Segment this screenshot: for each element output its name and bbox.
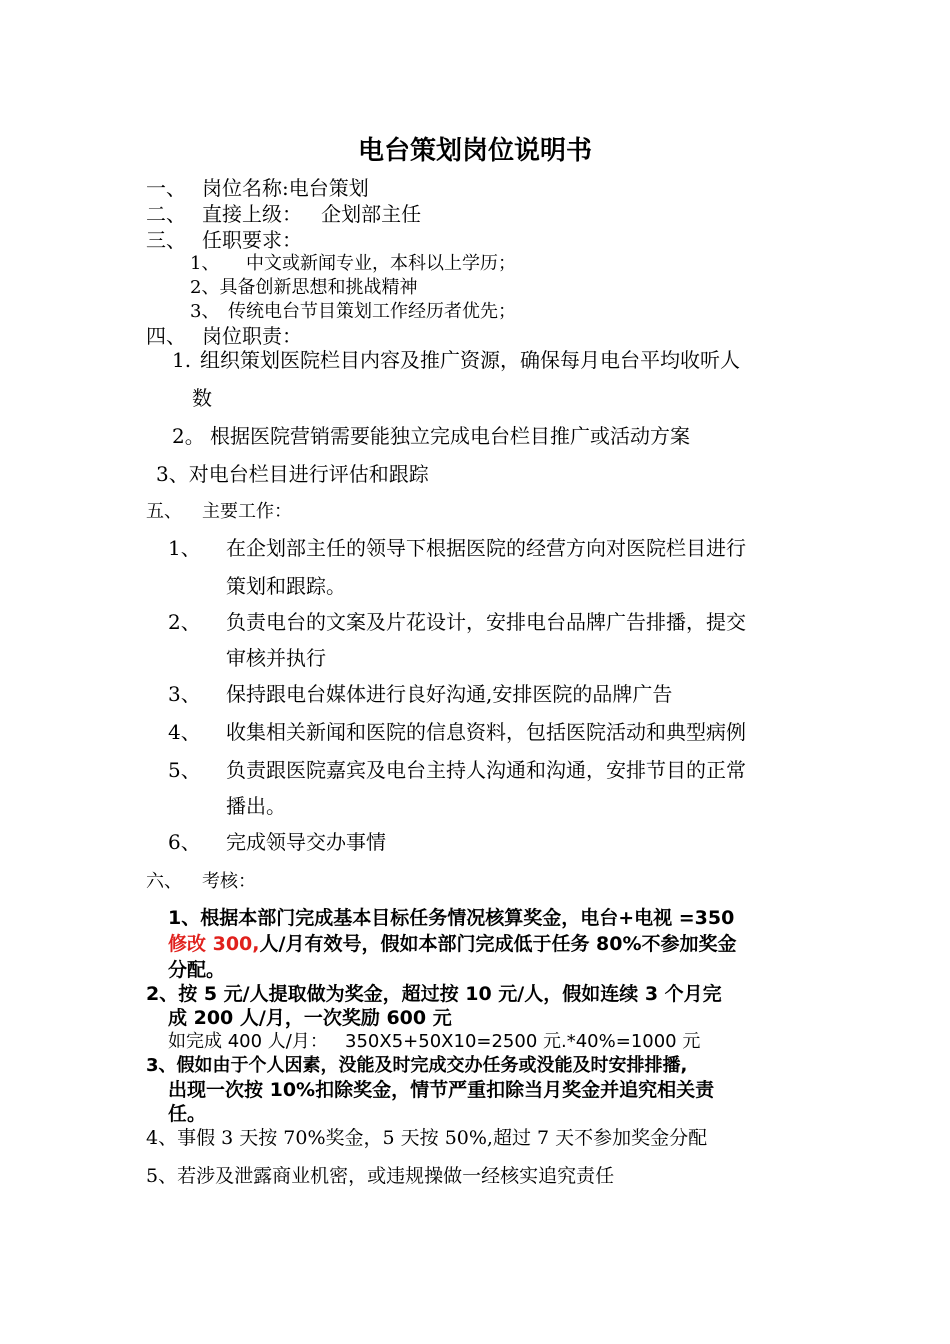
section-number: 一、 [146, 176, 186, 200]
list-item [168, 536, 746, 560]
list-item-text: 收集相关新闻和医院的信息资料，包括医院活动和典型病例 [226, 720, 746, 744]
section-number: 五、 [146, 501, 182, 522]
list-item [172, 424, 690, 448]
assessment-item-3-line-3: 任。 [168, 1103, 207, 1125]
list-item-text: 负责电台的文案及片花设计，安排电台品牌广告排播，提交 [226, 610, 746, 634]
list-item [168, 830, 386, 854]
list-item-text: 完成领导交办事情 [226, 830, 386, 854]
list-item [172, 348, 740, 372]
assessment-item-2-line-3: 如完成 400 人/月： 350X5+50X10=2500 元.*40%=1000 元 [168, 1031, 701, 1052]
list-item-number: 3、 [168, 682, 201, 706]
assessment-item-5: 5、若涉及泄露商业机密，或违规操做一经核实追究责任 [146, 1165, 615, 1187]
page-title: 电台策划岗位说明书 [357, 136, 592, 166]
section-4 [146, 324, 302, 348]
list-item-number: 3、 [156, 462, 189, 486]
assessment-text: 人/月有效号，假如本部门完成低于任务 80%不参加奖金 [259, 933, 737, 955]
list-item [168, 720, 746, 744]
list-item [190, 252, 516, 276]
section-number: 四、 [146, 324, 186, 348]
section-number: 二、 [146, 202, 186, 226]
list-item-text: 保持跟电台媒体进行良好沟通,安排医院的品牌广告 [226, 682, 673, 706]
section-heading: 主要工作： [202, 501, 292, 522]
section-number: 三、 [146, 228, 186, 252]
list-item-text: 在企划部主任的领导下根据医院的经营方向对医院栏目进行 [226, 536, 746, 560]
list-item-text: 中文或新闻专业，本科以上学历； [246, 253, 516, 274]
list-item-continuation: 审核并执行 [226, 646, 326, 670]
list-item-number: 1、 [190, 253, 220, 274]
section-1 [146, 176, 369, 200]
list-item-text: 组织策划医院栏目内容及推广资源，确保每月电台平均收听人 [200, 348, 740, 372]
list-item [168, 758, 746, 782]
section-heading: 任职要求： [202, 228, 302, 252]
list-item-number: 3、 [190, 301, 220, 322]
list-item [156, 462, 429, 486]
revision-note: 修改 300, [168, 933, 260, 955]
list-item-number: 1. [172, 348, 192, 372]
section-heading: 考核： [202, 871, 256, 892]
assessment-item-2-line-2: 成 200 人/月，一次奖励 600 元 [168, 1007, 452, 1029]
list-item-text: 根据医院营销需要能独立完成电台栏目推广或活动方案 [210, 424, 690, 448]
list-item-number: 2。 [172, 424, 205, 448]
list-item [168, 610, 746, 634]
section-number: 六、 [146, 871, 182, 892]
list-item-text: 传统电台节目策划工作经历者优先； [228, 301, 516, 322]
list-item-continuation: 数 [192, 386, 212, 410]
list-item [190, 276, 417, 300]
section-3 [146, 228, 302, 252]
list-item-number: 6、 [168, 830, 201, 854]
section-heading: 直接上级： 企划部主任 [202, 202, 422, 226]
assessment-item-3-line-1: 3、假如由于个人因素，没能及时完成交办任务或没能及时安排排播, [146, 1055, 688, 1076]
section-2 [146, 202, 421, 226]
list-item-number: 2、 [168, 610, 201, 634]
assessment-item-3-line-2: 出现一次按 10%扣除奖金，情节严重扣除当月奖金并追究相关责 [168, 1079, 715, 1101]
section-heading: 岗位职责： [202, 324, 302, 348]
list-item-number: 5、 [168, 758, 201, 782]
list-item-text: 对电台栏目进行评估和跟踪 [188, 462, 429, 486]
section-6 [146, 870, 256, 894]
section-5 [146, 500, 292, 524]
list-item-number: 4、 [168, 720, 201, 744]
list-item-text: 具备创新思想和挑战精神 [219, 277, 418, 298]
assessment-item-4: 4、事假 3 天按 70%奖金，5 天按 50%,超过 7 天不参加奖金分配 [146, 1127, 708, 1149]
list-item-continuation: 播出。 [226, 794, 286, 818]
assessment-item-1-line-3: 分配。 [168, 959, 226, 981]
list-item-text: 负责跟医院嘉宾及电台主持人沟通和沟通，安排节目的正常 [226, 758, 746, 782]
assessment-item-1-line-2 [168, 932, 737, 956]
section-heading: 岗位名称:电台策划 [202, 176, 369, 200]
list-item [190, 300, 516, 324]
assessment-item-2-line-1: 2、按 5 元/人提取做为奖金，超过按 10 元/人，假如连续 3 个月完 [146, 983, 722, 1005]
list-item-continuation: 策划和跟踪。 [226, 574, 346, 598]
list-item-number: 1、 [168, 536, 201, 560]
list-item-number: 2、 [190, 277, 220, 298]
assessment-item-1-line-1: 1、根据本部门完成基本目标任务情况核算奖金，电台+电视 =350 [168, 907, 735, 929]
list-item [168, 682, 672, 706]
